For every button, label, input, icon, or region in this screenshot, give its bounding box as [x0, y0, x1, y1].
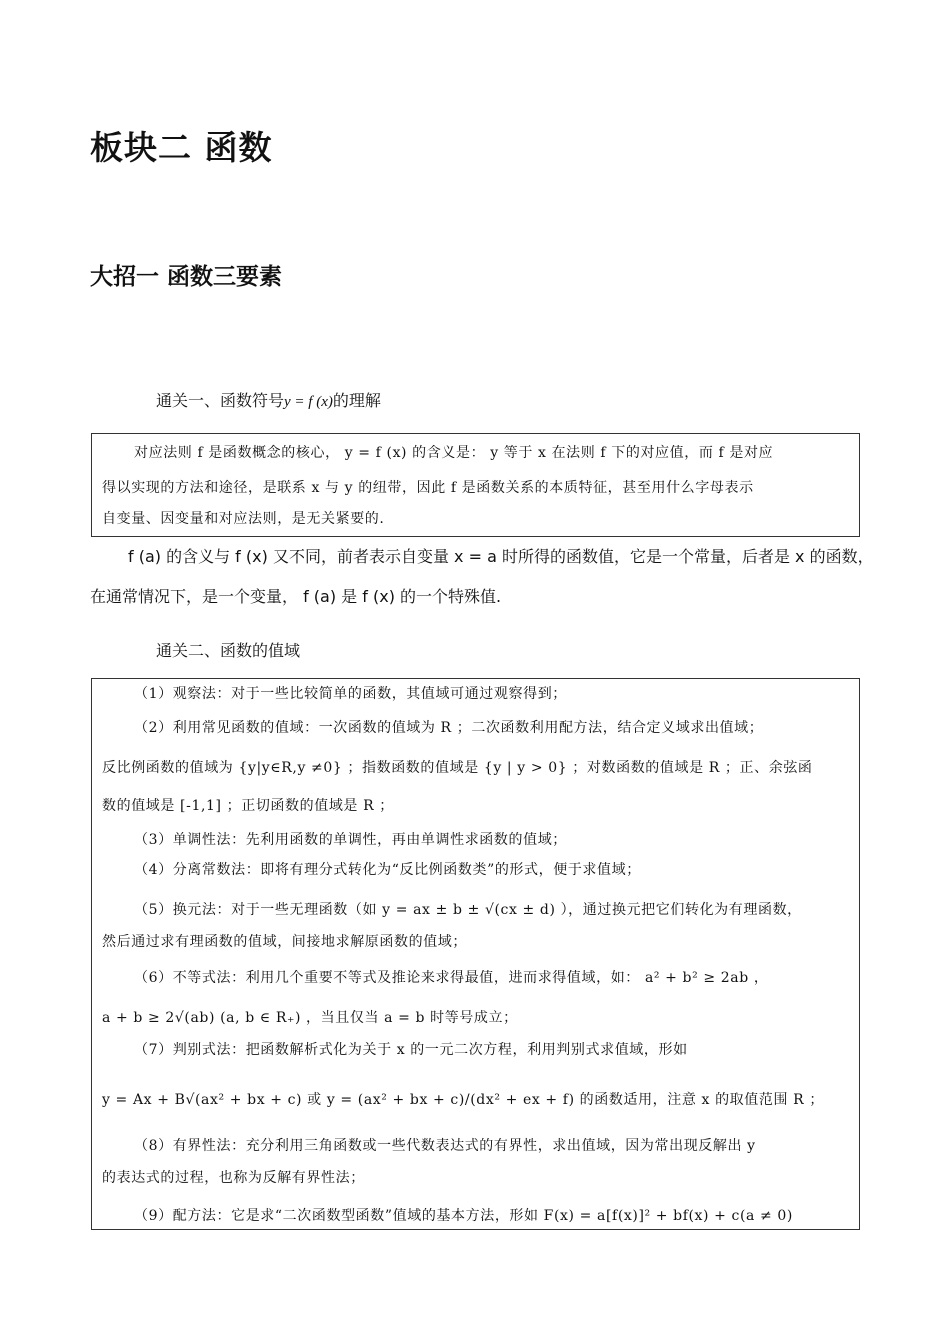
method-line: y = Ax + B√(ax² + bx + c) 或 y = (ax² + bx + c)/(dx² + ex + f) 的函数适用，注意 x 的取值范围 R ； [102, 1092, 824, 1108]
section1-heading-math: y = f (x) [284, 394, 333, 410]
method-line: （2）利用常见函数的值域：一次函数的值域为 R ；二次函数利用配方法，结合定义域求出值域； [134, 720, 764, 736]
section1-heading-post: 的理解 [332, 391, 381, 410]
concept-line: 得以实现的方法和途径，是联系 x 与 y 的纽带，因此 f 是函数关系的本质特征，甚至用什么字母表示 [102, 480, 754, 496]
explanation-line: 在通常情况下，是一个变量， f (a) 是 f (x) 的一个特殊值. [90, 587, 502, 606]
method-line: （4）分离常数法：即将有理分式转化为“反比例函数类”的形式，便于求值域； [134, 862, 641, 878]
method-line: （3）单调性法：先利用函数的单调性，再由单调性求函数的值域； [134, 832, 567, 848]
concept-box [91, 433, 860, 537]
method-line: （9）配方法：它是求“二次函数型函数”值域的基本方法，形如 F(x) = a[f(x)]² + bf(x) + c(a ≠ 0) [134, 1208, 793, 1224]
method-line: a + b ≥ 2√(ab) (a, b ∈ R₊) ，当且仅当 a = b 时等号成立； [102, 1010, 518, 1026]
concept-line: 对应法则 f 是函数概念的核心， y = f (x) 的含义是： y 等于 x 在法则 f 下的对应值，而 f 是对应 [134, 445, 774, 461]
section1-heading [156, 388, 381, 411]
method-line: （1）观察法：对于一些比较简单的函数，其值域可通过观察得到； [134, 686, 567, 702]
method-line: （8）有界性法：充分利用三角函数或一些代数表达式的有界性，求出值域，因为常出现反解出 y [134, 1138, 756, 1154]
method-line: （5）换元法：对于一些无理函数（如 y = ax ± b ± √(cx ± d) ），通过换元把它们转化为有理函数， [134, 902, 802, 918]
method-line: 然后通过求有理函数的值域，间接地求解原函数的值域； [102, 934, 467, 950]
page-title: 板块二 函数 [90, 128, 273, 167]
method-line: （6）不等式法：利用几个重要不等式及推论来求得最值，进而求得值域，如： a² + b² ≥ 2ab ， [134, 970, 769, 986]
range-methods-box [91, 678, 860, 1230]
method-line: （7）判别式法：把函数解析式化为关于 x 的一元二次方程，利用判别式求值域，形如 [134, 1042, 688, 1058]
section2-heading: 通关二、函数的值域 [156, 641, 301, 660]
method-line: 反比例函数的值域为 {y|y∈R,y ≠0} ；指数函数的值域是 {y | y > 0} ；对数函数的值域是 R ；正、余弦函 [102, 760, 813, 776]
concept-line: 自变量、因变量和对应法则，是无关紧要的. [102, 511, 385, 527]
method-line: 数的值域是 [-1,1] ；正切函数的值域是 R ； [102, 798, 394, 814]
section-title: 大招一 函数三要素 [90, 264, 283, 290]
method-line: 的表达式的过程，也称为反解有界性法； [102, 1170, 365, 1186]
section1-heading-pre: 通关一、函数符号 [156, 391, 285, 410]
explanation-line: f (a) 的含义与 f (x) 又不同，前者表示自变量 x = a 时所得的函数值，它是一个常量，后者是 x 的函数， [128, 547, 874, 566]
